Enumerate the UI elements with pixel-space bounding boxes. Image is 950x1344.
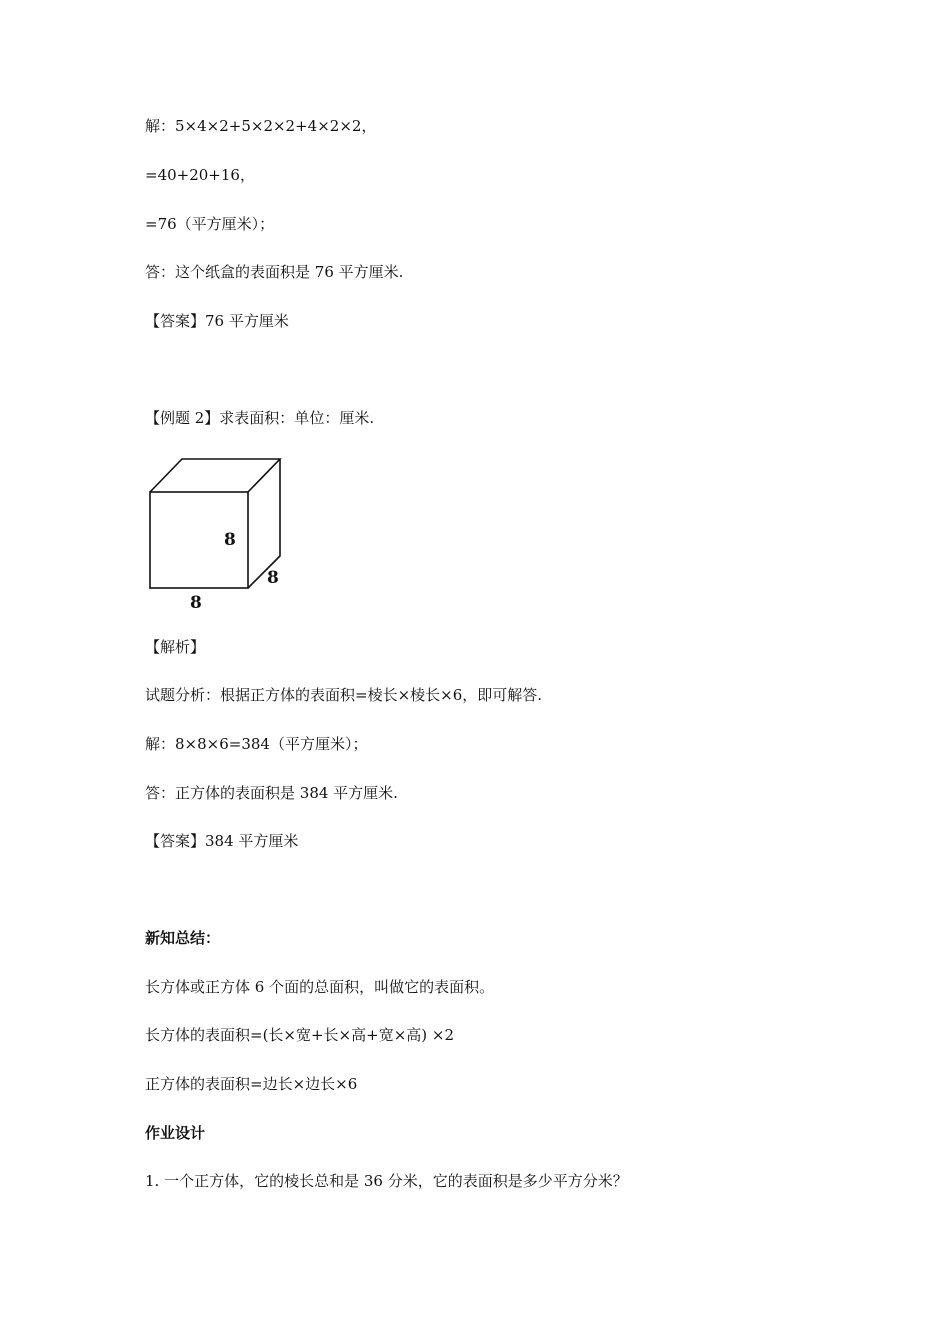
summary-heading: 新知总结： — [145, 929, 221, 947]
cube-top-face — [150, 459, 280, 492]
solution-line-1: 解：5×4×2+5×2×2+4×2×2， — [145, 117, 377, 135]
analysis-text: 试题分析：根据正方体的表面积=棱长×棱长×6，即可解答. — [145, 686, 543, 704]
solution-line-3: =76（平方厘米）； — [145, 215, 275, 233]
example-2-title: 【例题 2】求表面积：单位：厘米. — [145, 409, 375, 427]
solution-reply: 答：这个纸盒的表面积是 76 平方厘米. — [145, 263, 404, 281]
homework-question-1: 1. 一个正方体，它的棱长总和是 36 分米，它的表面积是多少平方分米？ — [145, 1172, 628, 1190]
cube-figure — [140, 452, 310, 622]
example-2-reply: 答：正方体的表面积是 384 平方厘米. — [145, 784, 398, 802]
analysis-heading: 【解析】 — [145, 638, 206, 656]
cube-depth-label: 8 — [267, 568, 279, 588]
example-2-solution: 解：8×8×6=384（平方厘米）； — [145, 735, 368, 753]
solution-answer: 【答案】76 平方厘米 — [145, 312, 289, 330]
summary-line-2: 长方体的表面积=(长×宽+长×高+宽×高) ×2 — [145, 1026, 454, 1044]
summary-line-1: 长方体或正方体 6 个面的总面积，叫做它的表面积。 — [145, 978, 495, 996]
cube-width-label: 8 — [190, 593, 202, 613]
example-2-answer: 【答案】384 平方厘米 — [145, 832, 299, 850]
solution-line-2: =40+20+16， — [145, 166, 255, 184]
homework-heading: 作业设计 — [145, 1124, 206, 1142]
summary-line-3: 正方体的表面积=边长×边长×6 — [145, 1075, 358, 1093]
cube-height-label: 8 — [224, 530, 236, 550]
